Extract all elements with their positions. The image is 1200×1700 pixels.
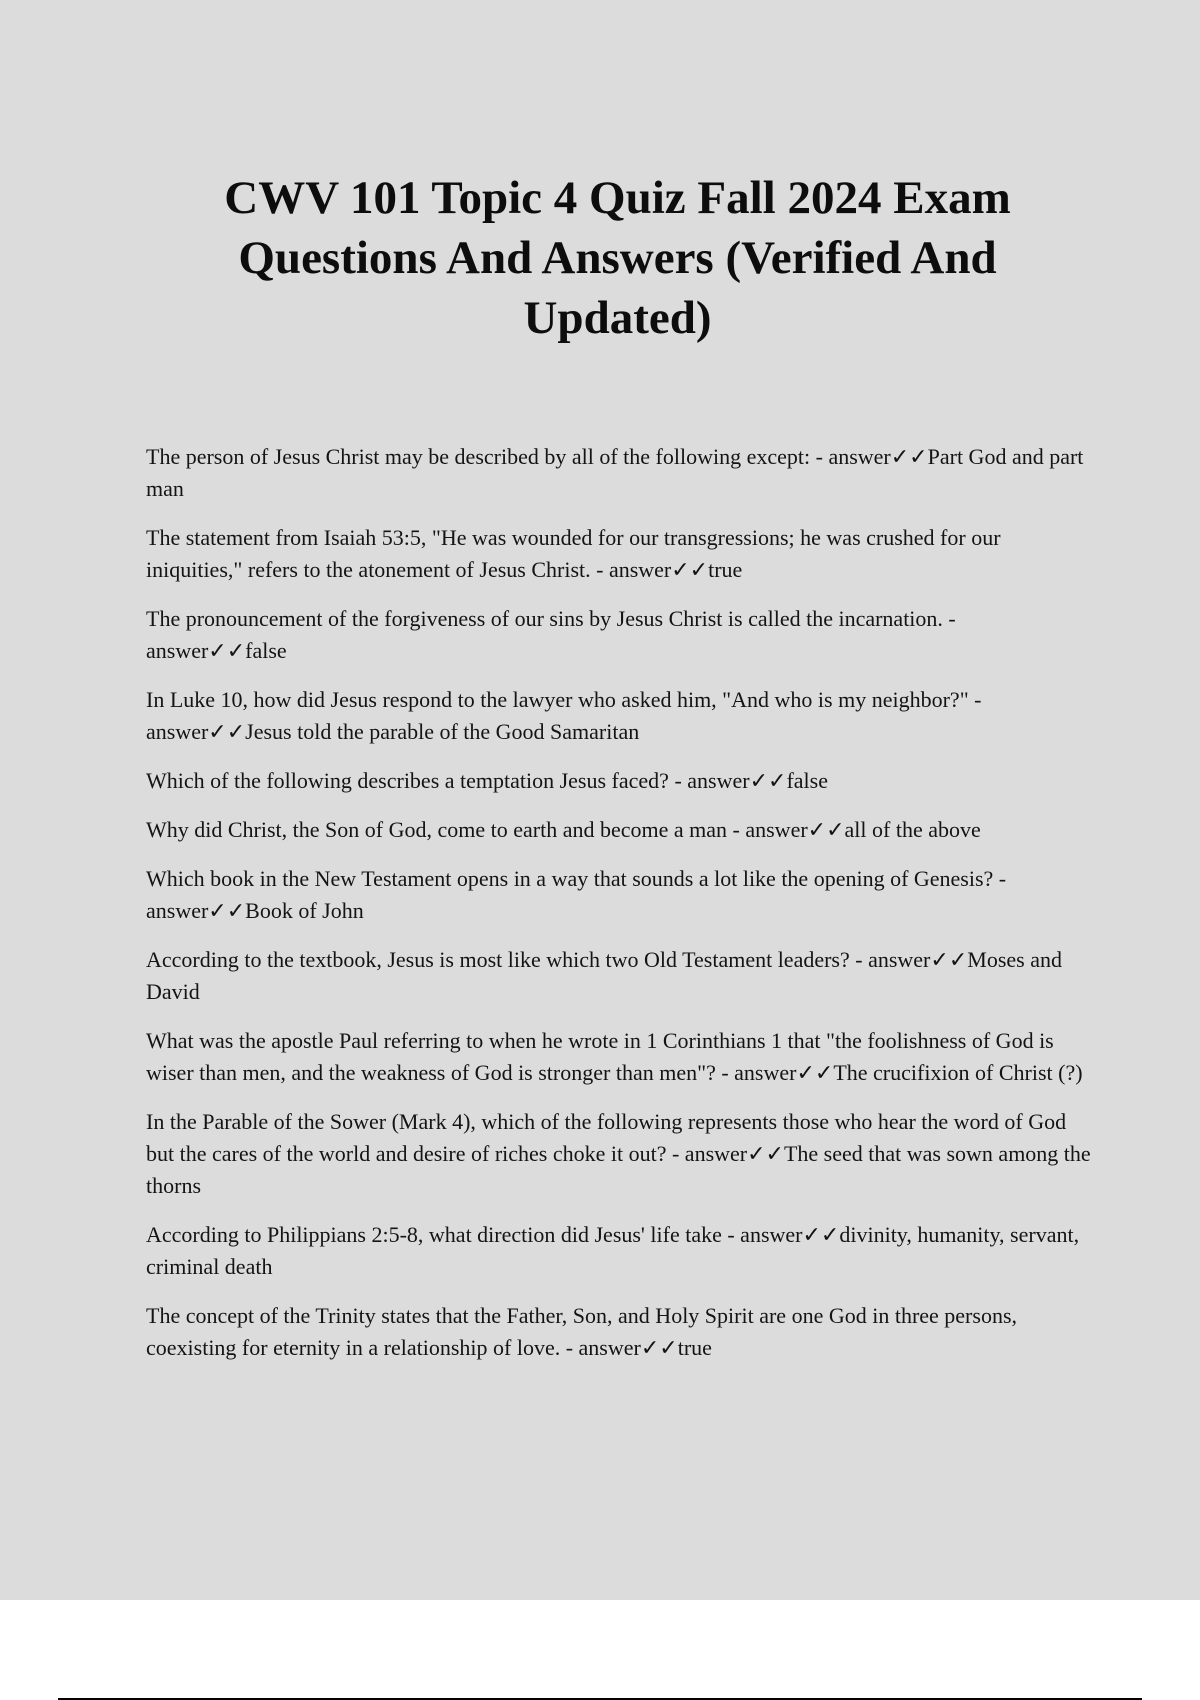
qa-item-1: The person of Jesus Christ may be described by all of the following except: - answer✓✓Part God and part man bbox=[146, 444, 1084, 501]
qa-item-6: Why did Christ, the Son of God, come to earth and become a man - answer✓✓all of the above bbox=[146, 817, 981, 842]
qa-item-11: According to Philippians 2:5-8, what direction did Jesus' life take - answer✓✓divinity, humanity, servant, criminal death bbox=[146, 1222, 1080, 1279]
qa-item-10: In the Parable of the Sower (Mark 4), which of the following represents those who hear the word of God but the cares of the world and desire of riches choke it out? - answer✓✓The seed that was sown among the thorns bbox=[146, 1109, 1091, 1198]
qa-item-5: Which of the following describes a temptation Jesus faced? - answer✓✓false bbox=[146, 768, 828, 793]
qa-item-9: What was the apostle Paul referring to when he wrote in 1 Corinthians 1 that "the foolishness of God is wiser than men, and the weakness of God is stronger than men"? - answer✓✓The crucifixion of Christ (?) bbox=[146, 1028, 1083, 1085]
qa-item-3: The pronouncement of the forgiveness of our sins by Jesus Christ is called the incarnation. - answer✓✓false bbox=[146, 606, 956, 663]
qa-item-12: The concept of the Trinity states that the Father, Son, and Holy Spirit are one God in three persons, coexisting for eternity in a relationship of love. - answer✓✓true bbox=[146, 1303, 1018, 1360]
qa-item-2: The statement from Isaiah 53:5, "He was wounded for our transgressions; he was crushed for our iniquities," refers to the atonement of Jesus Christ. - answer✓✓true bbox=[146, 525, 1001, 582]
qa-item-8: According to the textbook, Jesus is most like which two Old Testament leaders? - answer✓✓Moses and David bbox=[146, 947, 1062, 1004]
qa-item-7: Which book in the New Testament opens in a way that sounds a lot like the opening of Genesis? - answer✓✓Book of John bbox=[146, 866, 1007, 923]
qa-list bbox=[146, 441, 1096, 1381]
qa-item-4: In Luke 10, how did Jesus respond to the lawyer who asked him, "And who is my neighbor?" - answer✓✓Jesus told the parable of the Good Samaritan bbox=[146, 687, 982, 744]
document-title: CWV 101 Topic 4 Quiz Fall 2024 Exam Questions And Answers (Verified And Updated) bbox=[224, 172, 1011, 344]
